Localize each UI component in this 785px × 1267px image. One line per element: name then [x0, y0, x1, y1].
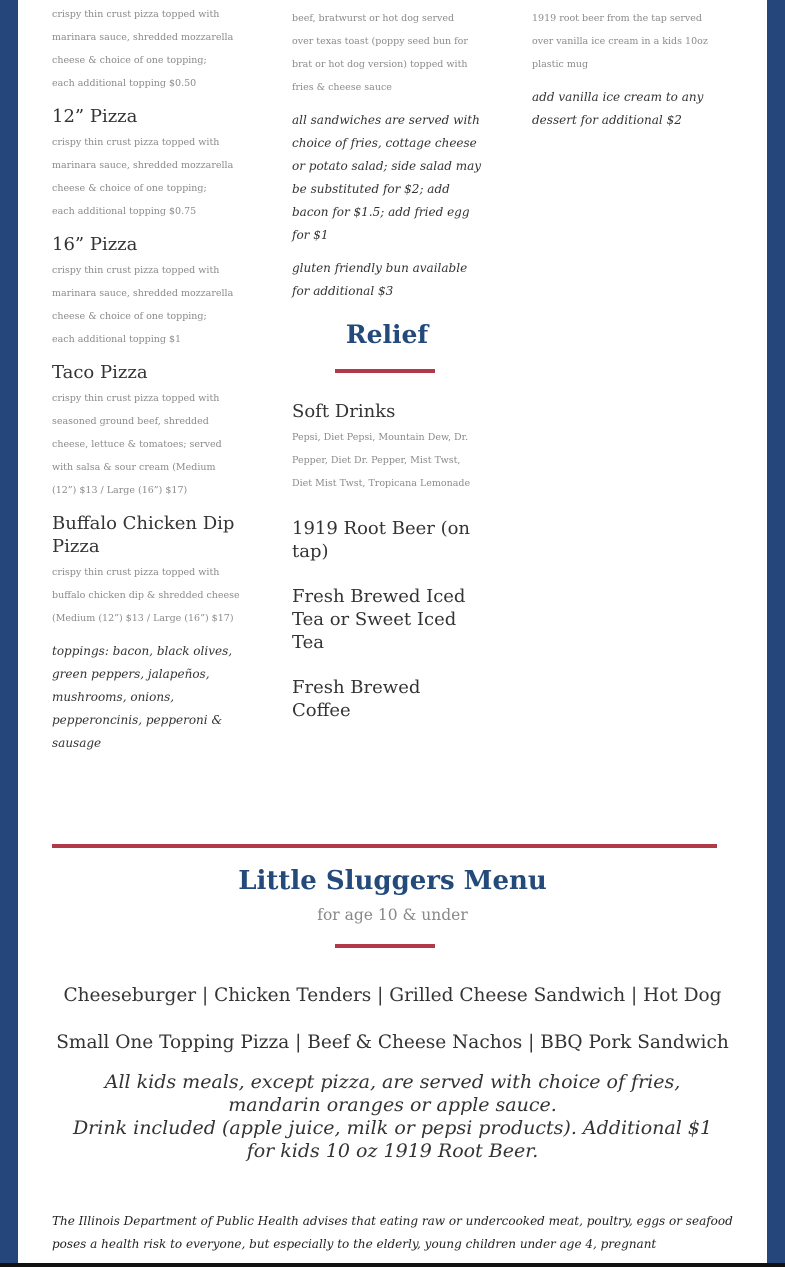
item-desc	[52, 131, 252, 223]
item-title: 12” Pizza	[52, 106, 138, 127]
desc-line: fries & cheese sauce	[292, 82, 392, 93]
middle-column	[292, 7, 482, 303]
kids-menu-divider	[335, 944, 435, 948]
desc-line: (Medium (12”) $13 / Large (16”) $17)	[52, 613, 234, 624]
kids-sides-note: All kids meals, except pizza, are served with choice of fries, mandarin oranges or apple sauce.	[104, 1071, 681, 1116]
toppings-note: toppings: bacon, black olives, green peppers, jalapeños, mushrooms, onions, pepperoncinis, pepperoni & sausage	[52, 644, 233, 750]
item-desc	[532, 7, 722, 76]
desc-line: each additional topping $1	[52, 334, 182, 345]
desc-line: each additional topping $0.50	[52, 78, 197, 89]
menu-item	[292, 400, 482, 495]
kids-menu-subtitle: for age 10 & under	[317, 906, 468, 924]
desc-line: crispy thin crust pizza topped with	[52, 393, 220, 404]
item-title: Fresh Brewed Coffee	[292, 677, 421, 721]
desc-line: over texas toast (poppy seed bun for	[292, 36, 468, 47]
kids-items-row: Small One Topping Pizza | Beef & Cheese Nachos | BBQ Pork Sandwich	[56, 1032, 729, 1053]
desc-line: crispy thin crust pizza topped with	[52, 9, 220, 20]
desc-line: Pepper, Diet Dr. Pepper, Mist Twst,	[292, 455, 461, 466]
item-title: Soft Drinks	[292, 401, 396, 422]
desc-line: crispy thin crust pizza topped with	[52, 567, 220, 578]
menu-item	[52, 105, 252, 223]
desc-line: plastic mug	[532, 59, 589, 70]
item-title: Fresh Brewed Iced Tea or Sweet Iced Tea	[292, 586, 466, 653]
desc-line: Diet Mist Twst, Tropicana Lemonade	[292, 478, 471, 489]
desc-line: with salsa & sour cream (Medium	[52, 462, 216, 473]
item-desc	[52, 3, 252, 95]
desc-line: seasoned ground beef, shredded	[52, 416, 209, 427]
item-title: 1919 Root Beer (on tap)	[292, 518, 471, 562]
health-advisory: The Illinois Department of Public Health advises that eating raw or undercooked meat, poultry, eggs or seafood poses a health risk to everyone, but especially to the elderly, young children under age 4, pregnant	[52, 1214, 733, 1251]
item-title: 16” Pizza	[52, 234, 138, 255]
item-desc	[292, 7, 482, 99]
menu-item	[52, 233, 252, 351]
menu-item	[52, 512, 252, 630]
desc-line: crispy thin crust pizza topped with	[52, 137, 220, 148]
sandwich-note: all sandwiches are served with choice of fries, cottage cheese or potato salad; side salad may be substituted for $2; add bacon for $1.5; add fried egg for $1	[292, 113, 482, 242]
desc-line: each additional topping $0.75	[52, 206, 197, 217]
desc-line: cheese, lettuce & tomatoes; served	[52, 439, 222, 450]
desc-line: cheese & choice of one topping;	[52, 55, 207, 66]
item-title: Buffalo Chicken Dip Pizza	[52, 513, 235, 557]
menu-page	[18, 0, 767, 1263]
bottom-edge	[0, 1263, 785, 1267]
desc-line: marinara sauce, shredded mozzarella	[52, 160, 234, 171]
desc-line: buffalo chicken dip & shredded cheese	[52, 590, 240, 601]
desc-line: Pepsi, Diet Pepsi, Mountain Dew, Dr.	[292, 432, 469, 443]
menu-item	[52, 361, 252, 502]
desc-line: 1919 root beer from the tap served	[532, 13, 702, 24]
item-desc	[52, 387, 252, 502]
kids-items-row: Cheeseburger | Chicken Tenders | Grilled Cheese Sandwich | Hot Dog	[63, 985, 722, 1006]
left-column	[52, 3, 252, 755]
kids-drink-note: Drink included (apple juice, milk or pepsi products). Additional $1 for kids 10 oz 1919 Root Beer.	[72, 1117, 713, 1162]
desc-line: beef, bratwurst or hot dog served	[292, 13, 455, 24]
item-title: Taco Pizza	[52, 362, 148, 383]
item-desc	[52, 561, 252, 630]
drinks-list	[292, 400, 482, 722]
gluten-note: gluten friendly bun available for additional $3	[292, 261, 468, 298]
desc-line: brat or hot dog version) topped with	[292, 59, 468, 70]
desc-line: marinara sauce, shredded mozzarella	[52, 32, 234, 43]
desc-line: over vanilla ice cream in a kids 10oz	[532, 36, 708, 47]
desc-line: crispy thin crust pizza topped with	[52, 265, 220, 276]
desc-line: cheese & choice of one topping;	[52, 183, 207, 194]
kids-menu-title: Little Sluggers Menu	[238, 866, 547, 896]
desc-line: cheese & choice of one topping;	[52, 311, 207, 322]
item-desc	[52, 259, 252, 351]
right-column	[532, 7, 722, 132]
item-desc	[292, 426, 482, 495]
relief-title: Relief	[345, 320, 429, 349]
relief-divider	[335, 369, 435, 373]
section-divider	[52, 844, 717, 848]
desc-line: marinara sauce, shredded mozzarella	[52, 288, 234, 299]
desc-line: (12”) $13 / Large (16”) $17)	[52, 485, 188, 496]
dessert-note: add vanilla ice cream to any dessert for additional $2	[532, 90, 704, 127]
